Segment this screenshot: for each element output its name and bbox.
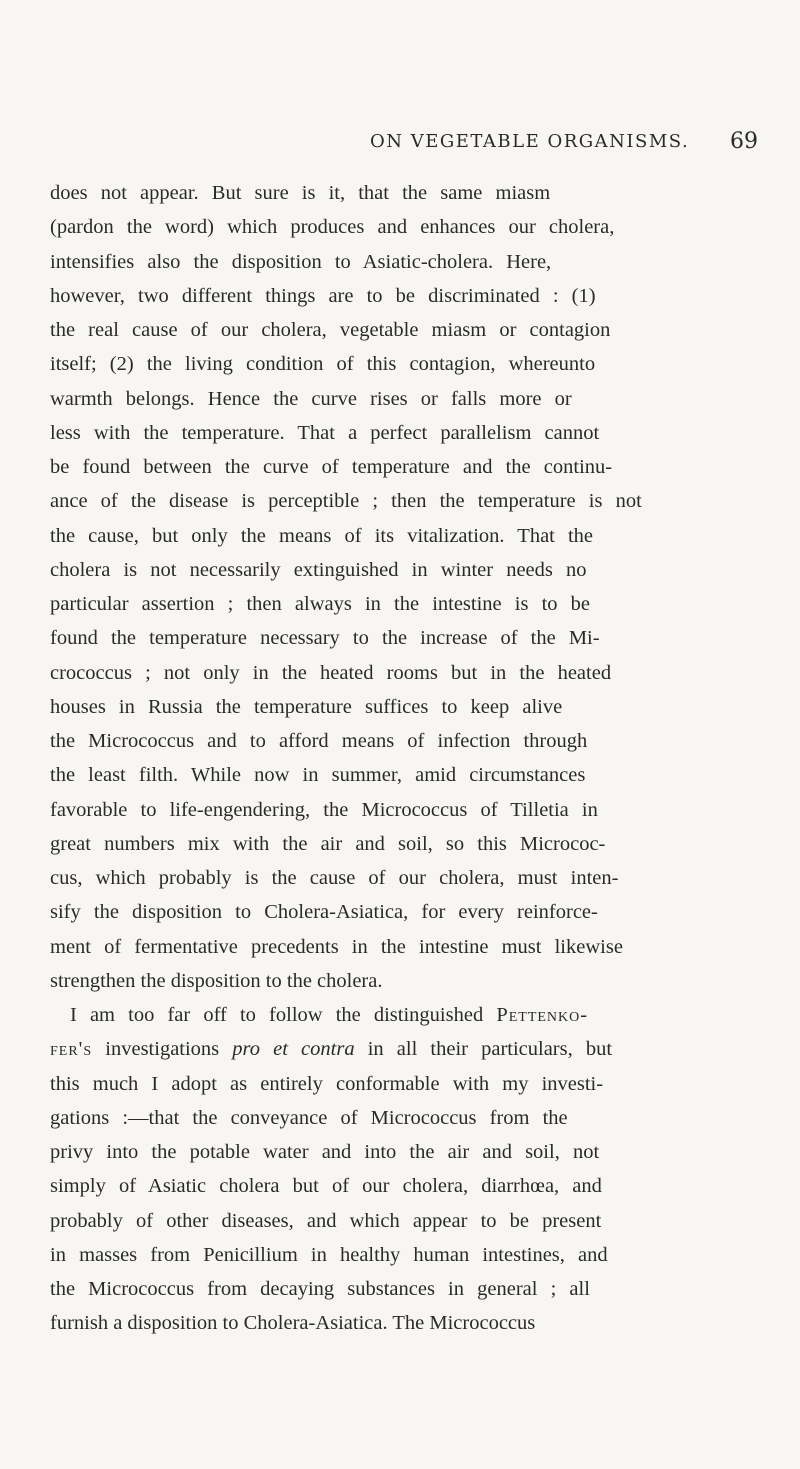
text-line [50, 1272, 590, 1306]
page-number: 69 [730, 129, 758, 154]
text-segment: the real cause of our cholera, vegetable miasm or contagion [50, 319, 611, 341]
text-line [50, 1135, 599, 1169]
text-line [50, 827, 605, 861]
text-segment: probably of other diseases, and which appear to be present [50, 1210, 602, 1232]
text-line [50, 656, 611, 690]
text-segment: houses in Russia the temperature suffices to keep alive [50, 696, 563, 718]
text-segment: in all their particulars, but [354, 1038, 613, 1060]
running-title: ON VEGETABLE ORGANISMS. [370, 131, 690, 152]
text-segment: this much I adopt as entirely conformable with my investi- [50, 1073, 604, 1095]
text-line [50, 690, 562, 724]
text-line [50, 724, 587, 758]
text-segment: cholera is not necessarily extinguished in winter needs no [50, 559, 587, 581]
text-line [50, 245, 551, 279]
text-segment: ance of the disease is perceptible ; then the temperature is not [50, 490, 642, 512]
text-segment: furnish a disposition to Cholera-Asiatica. The Micrococcus [50, 1312, 536, 1334]
text-line [50, 279, 596, 313]
text-line [50, 416, 599, 450]
text-segment: simply of Asiatic cholera but of our cholera, diarrhœa, and [50, 1175, 602, 1197]
text-line [50, 758, 585, 792]
text-segment: the Micrococcus from decaying substances in general ; all [50, 1278, 590, 1300]
text-line [50, 895, 598, 929]
text-line [50, 1238, 608, 1272]
running-head [0, 127, 800, 157]
text-line [50, 1101, 568, 1135]
text-segment: gations :—that the conveyance of Micrococcus from the [50, 1107, 568, 1129]
italic-text: pro et contra [232, 1038, 355, 1060]
text-segment: I am too far off to follow the distinguished [70, 1004, 497, 1026]
text-line [50, 210, 614, 244]
text-line [50, 621, 600, 655]
text-line [50, 382, 572, 416]
text-segment: found the temperature necessary to the increase of the Mi- [50, 627, 600, 649]
text-line [50, 1169, 602, 1203]
text-line [70, 998, 588, 1032]
text-line [50, 176, 550, 210]
text-segment: investigations [92, 1038, 233, 1060]
text-segment: ment of fermentative precedents in the intestine must likewise [50, 936, 623, 958]
text-line [50, 964, 382, 998]
text-line [50, 1306, 535, 1340]
text-line [50, 1032, 612, 1066]
text-segment: sify the disposition to Cholera-Asiatica, for every reinforce- [50, 901, 598, 923]
text-segment: the least filth. While now in summer, amid circumstances [50, 764, 586, 786]
text-segment: cus, which probably is the cause of our cholera, must inten- [50, 867, 619, 889]
text-line [50, 519, 593, 553]
text-line [50, 450, 612, 484]
text-segment: strengthen the disposition to the cholera. [50, 970, 383, 992]
text-line [50, 930, 623, 964]
text-line [50, 1204, 601, 1238]
text-segment: favorable to life-engendering, the Micrococcus of Tilletia in [50, 799, 598, 821]
text-line [50, 1067, 603, 1101]
text-segment: intensifies also the disposition to Asiatic-cholera. Here, [50, 251, 552, 273]
text-line [50, 313, 610, 347]
text-segment: warmth belongs. Hence the curve rises or falls more or [50, 388, 572, 410]
text-segment: (pardon the word) which produces and enhances our cholera, [50, 216, 615, 238]
text-line [50, 861, 618, 895]
text-segment: great numbers mix with the air and soil, so this Micrococ- [50, 833, 606, 855]
text-line [50, 793, 598, 827]
smallcaps-text: fer's [50, 1038, 93, 1060]
text-segment: crococcus ; not only in the heated rooms but in the heated [50, 662, 612, 684]
text-segment: the Micrococcus and to afford means of infection through [50, 730, 588, 752]
text-segment: however, two different things are to be discriminated : (1) [50, 285, 596, 307]
text-segment: in masses from Penicillium in healthy human intestines, and [50, 1244, 608, 1266]
text-line [50, 347, 595, 381]
text-segment: the cause, but only the means of its vitalization. That the [50, 525, 594, 547]
text-segment: particular assertion ; then always in the intestine is to be [50, 593, 590, 615]
text-segment: does not appear. But sure is it, that the same miasm [50, 182, 551, 204]
text-line [50, 553, 587, 587]
text-segment: itself; (2) the living condition of this contagion, whereunto [50, 353, 596, 375]
smallcaps-text: Pettenko- [496, 1004, 589, 1026]
text-segment: be found between the curve of temperature and the continu- [50, 456, 613, 478]
text-segment: less with the temperature. That a perfect parallelism cannot [50, 422, 600, 444]
text-segment: privy into the potable water and into the air and soil, not [50, 1141, 600, 1163]
text-line [50, 484, 642, 518]
text-line [50, 587, 590, 621]
